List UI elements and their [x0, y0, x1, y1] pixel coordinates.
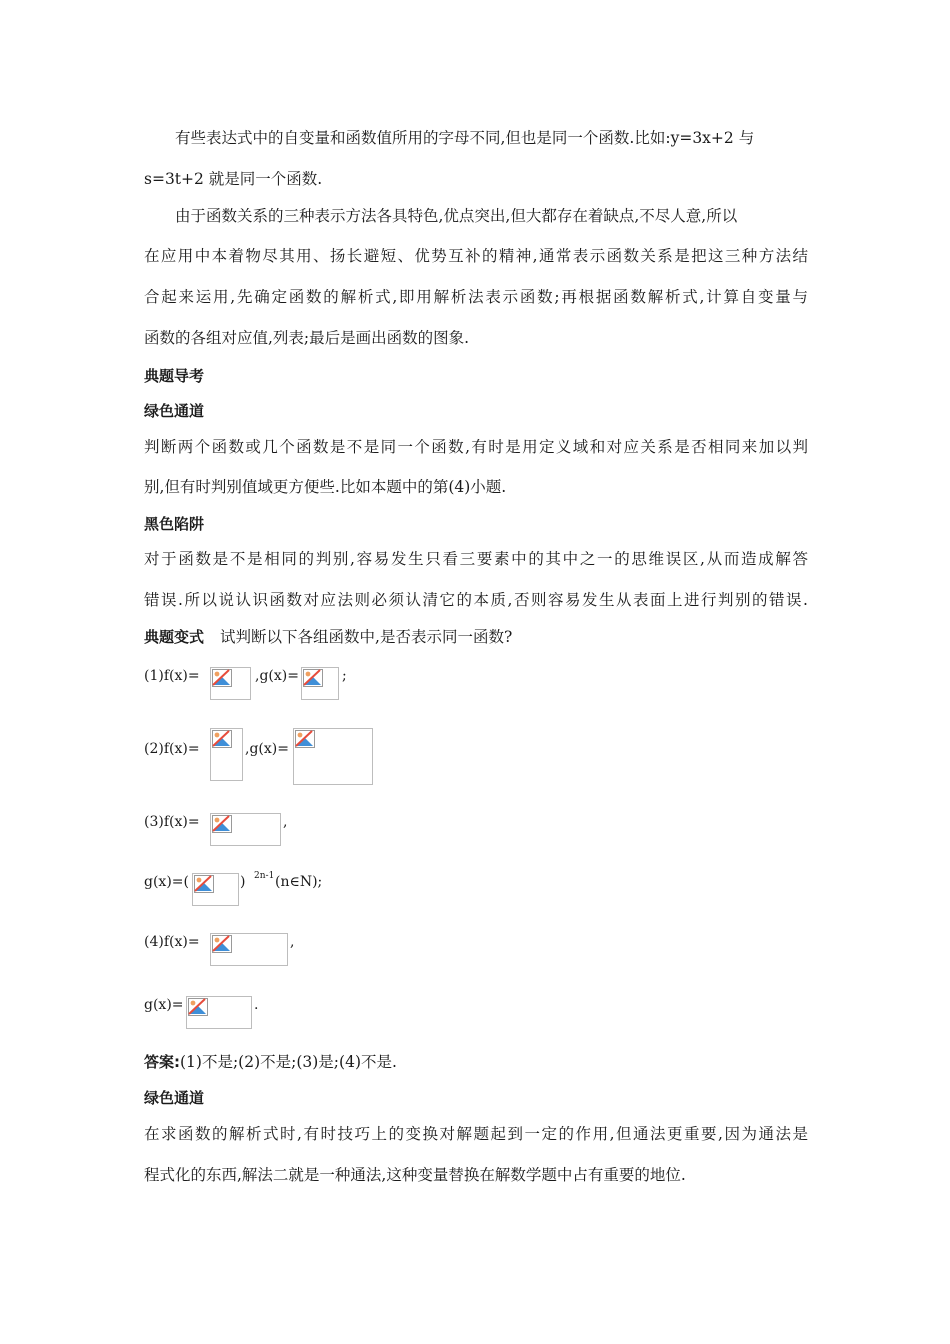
heading-green-channel: 绿色通道 — [144, 402, 205, 420]
formula-image-1g — [301, 667, 339, 700]
broken-image-icon — [212, 815, 232, 833]
item-2-g-label: ,g(x)= — [245, 741, 289, 757]
variant-label: 典题变式 — [144, 628, 205, 646]
broken-image-icon — [194, 875, 214, 893]
green-channel-line-1: 判断两个函数或几个函数是不是同一个函数,有时是用定义域和对应关系是否相同来加以判 — [144, 438, 808, 456]
item-4-f-end: , — [290, 934, 295, 950]
item-4-g-label: g(x)= — [144, 997, 184, 1013]
item-3-g-label: g(x)=( — [144, 874, 189, 890]
item-1-f-label: (1)f(x)= — [144, 668, 200, 684]
item-3-tail: (n∈N); — [275, 874, 323, 890]
broken-image-icon — [212, 935, 232, 953]
item-3-g-close: ) — [240, 874, 246, 890]
item-4-g-end: . — [254, 997, 259, 1013]
broken-image-icon — [295, 730, 315, 748]
formula-image-4g — [186, 996, 252, 1029]
variant-line — [144, 627, 512, 647]
paragraph-2-line-3: 合起来运用,先确定函数的解析式,即用解析法表示函数;再根据函数解析式,计算自变量与 — [144, 288, 808, 306]
black-trap-line-1: 对于函数是不是相同的判别,容易发生只看三要素中的其中之一的思维误区,从而造成解答 — [144, 550, 808, 568]
paragraph-2-line-1: 由于函数关系的三种表示方法各具特色,优点突出,但大都存在着缺点,不尽人意,所以 — [175, 207, 738, 225]
item-1-end: ; — [342, 668, 347, 684]
paragraph-1-line-2: s=3t+2 就是同一个函数. — [144, 170, 323, 188]
broken-image-icon — [303, 669, 323, 687]
answer-line — [144, 1052, 397, 1072]
broken-image-icon — [212, 730, 232, 748]
answer-text: (1)不是;(2)不是;(3)是;(4)不是. — [180, 1053, 397, 1071]
item-3-exponent: 2n-1 — [254, 871, 275, 881]
formula-image-2f — [210, 728, 243, 781]
broken-image-icon — [188, 998, 208, 1016]
formula-image-2g — [293, 728, 373, 785]
paragraph-1-line-1: 有些表达式中的自变量和函数值所用的字母不同,但也是同一个函数.比如:y=3x+2 与 — [175, 129, 755, 147]
variant-question: 试判断以下各组函数中,是否表示同一函数? — [220, 628, 513, 646]
broken-image-icon — [212, 669, 232, 687]
black-trap-line-2: 错误.所以说认识函数对应法则必须认清它的本质,否则容易发生从表面上进行判别的错误. — [144, 591, 808, 609]
paragraph-2-line-2: 在应用中本着物尽其用、扬长避短、优势互补的精神,通常表示函数关系是把这三种方法结 — [144, 247, 808, 265]
item-4-f-label: (4)f(x)= — [144, 934, 200, 950]
green-channel-line-2: 别,但有时判别值域更方便些.比如本题中的第(4)小题. — [144, 478, 507, 496]
item-3-f-end: , — [283, 814, 288, 830]
green-channel-2-line-2: 程式化的东西,解法二就是一种通法,这种变量替换在解数学题中占有重要的地位. — [144, 1166, 686, 1184]
formula-image-1f — [210, 667, 251, 700]
formula-image-4f — [210, 933, 288, 966]
heading-green-channel-2: 绿色通道 — [144, 1089, 205, 1107]
answer-label: 答案: — [144, 1053, 180, 1071]
paragraph-2-line-4: 函数的各组对应值,列表;最后是画出函数的图象. — [144, 329, 470, 347]
item-2-f-label: (2)f(x)= — [144, 741, 200, 757]
item-3-f-label: (3)f(x)= — [144, 814, 200, 830]
green-channel-2-line-1: 在求函数的解析式时,有时技巧上的变换对解题起到一定的作用,但通法更重要,因为通法是 — [144, 1125, 808, 1143]
heading-black-trap: 黑色陷阱 — [144, 515, 205, 533]
formula-image-3g — [192, 873, 239, 906]
formula-image-3f — [210, 813, 281, 846]
heading-dianti-daokao: 典题导考 — [144, 367, 205, 385]
item-1-g-label: ,g(x)= — [255, 668, 299, 684]
